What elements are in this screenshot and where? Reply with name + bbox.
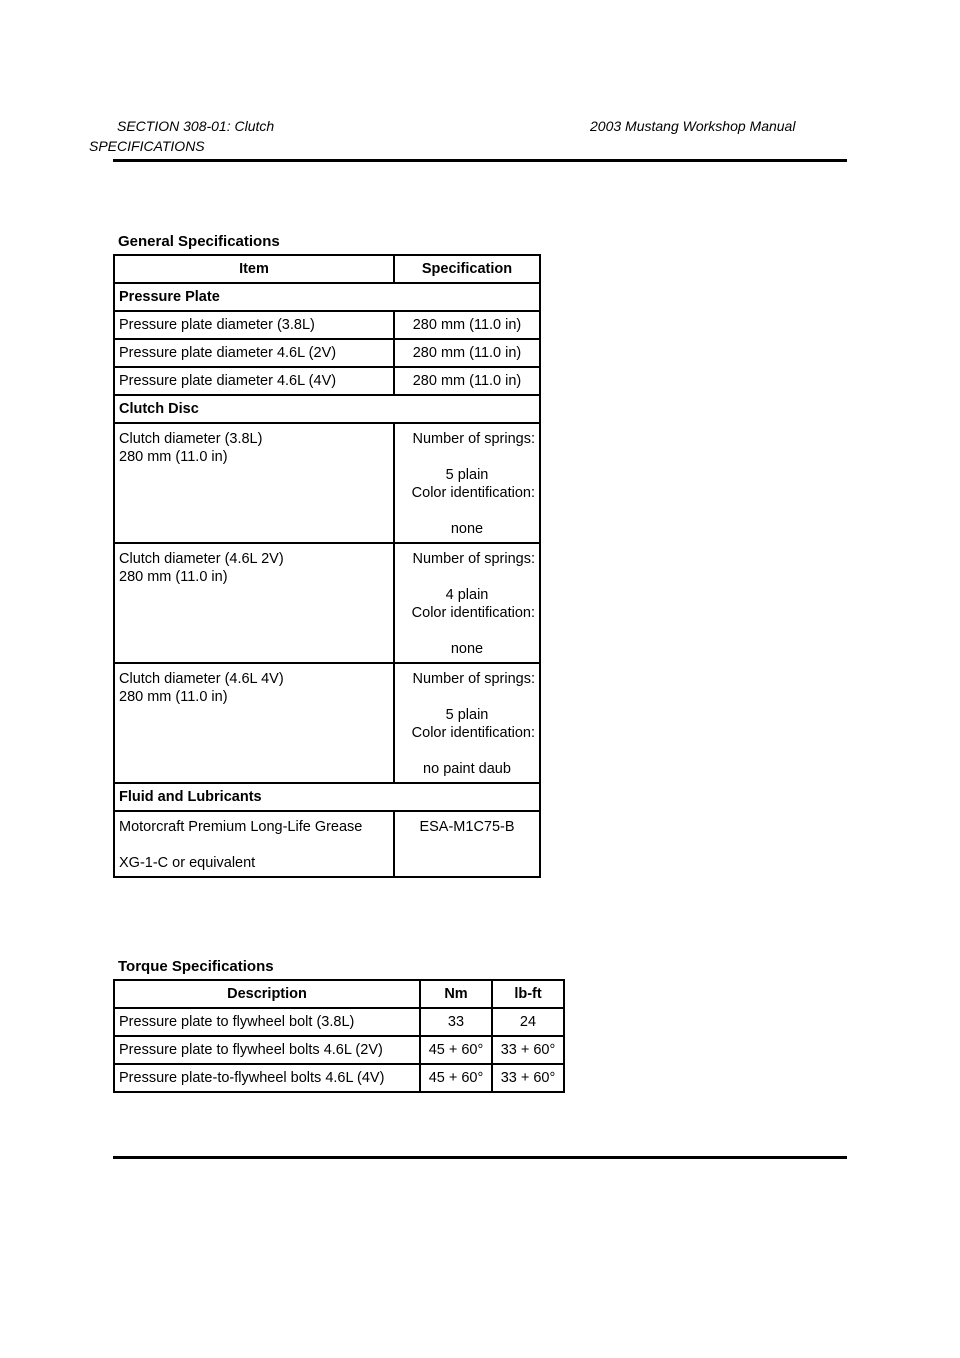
item-cell [114, 663, 394, 783]
general-specs-table [113, 254, 541, 878]
description-cell: Pressure plate-to-flywheel bolts 4.6L (4V) [114, 1064, 420, 1092]
clutch-diameter-value: 280 mm (11.0 in) [119, 449, 228, 465]
spec-cell: 280 mm (11.0 in) [394, 367, 540, 395]
table-row [114, 311, 540, 339]
torque-specs-table [113, 979, 565, 1093]
table-row [114, 811, 540, 877]
nm-cell: 45 + 60° [420, 1064, 492, 1092]
spec-cell [394, 423, 540, 543]
grease-name: Motorcraft Premium Long-Life Grease [119, 819, 363, 835]
table-row [114, 543, 540, 663]
clutch-diameter-label: Clutch diameter (3.8L) [119, 431, 263, 447]
description-cell: Pressure plate to flywheel bolt (3.8L) [114, 1008, 420, 1036]
springs-value: 5 plain [445, 467, 489, 483]
section-title: SECTION 308-01: Clutch [117, 118, 275, 134]
lbft-cell: 24 [492, 1008, 564, 1036]
table-header-row [114, 255, 540, 283]
spec-cell [394, 663, 540, 783]
lbft-cell: 33 + 60° [492, 1036, 564, 1064]
grease-equivalent: XG-1-C or equivalent [119, 855, 256, 871]
col-spec-header: Specification [394, 255, 540, 283]
springs-value: 4 plain [445, 587, 489, 603]
clutch-diameter-label: Clutch diameter (4.6L 2V) [119, 551, 284, 567]
spec-cell: 280 mm (11.0 in) [394, 339, 540, 367]
spec-cell: ESA-M1C75-B [394, 811, 540, 877]
item-cell [114, 543, 394, 663]
nm-cell: 33 [420, 1008, 492, 1036]
table-row [114, 423, 540, 543]
pressure-plate-heading: Pressure Plate [114, 283, 540, 311]
item-cell: Pressure plate diameter 4.6L (4V) [114, 367, 394, 395]
page-subtitle: SPECIFICATIONS [89, 138, 205, 154]
spec-cell: 280 mm (11.0 in) [394, 311, 540, 339]
color-label: Color identification: [411, 725, 535, 741]
table-row [114, 1064, 564, 1092]
color-value: none [450, 521, 484, 537]
table-row [114, 339, 540, 367]
springs-label: Number of springs: [412, 551, 535, 567]
table-header-row [114, 980, 564, 1008]
header-rule [113, 159, 847, 162]
col-description-header: Description [114, 980, 420, 1008]
item-cell [114, 811, 394, 877]
springs-label: Number of springs: [412, 431, 535, 447]
table-row [114, 1036, 564, 1064]
description-cell: Pressure plate to flywheel bolts 4.6L (2V) [114, 1036, 420, 1064]
clutch-disc-heading: Clutch Disc [114, 395, 540, 423]
springs-label: Number of springs: [412, 671, 535, 687]
clutch-diameter-label: Clutch diameter (4.6L 4V) [119, 671, 284, 687]
item-cell [114, 423, 394, 543]
col-lbft-header: lb-ft [492, 980, 564, 1008]
general-specs-title: General Specifications [118, 233, 280, 250]
footer-rule [113, 1156, 847, 1159]
clutch-diameter-value: 280 mm (11.0 in) [119, 689, 228, 705]
fluids-heading: Fluid and Lubricants [114, 783, 540, 811]
color-label: Color identification: [411, 605, 535, 621]
manual-title: 2003 Mustang Workshop Manual [590, 118, 796, 134]
clutch-diameter-value: 280 mm (11.0 in) [119, 569, 228, 585]
spec-cell [394, 543, 540, 663]
header-left [89, 116, 389, 156]
color-label: Color identification: [411, 485, 535, 501]
nm-cell: 45 + 60° [420, 1036, 492, 1064]
lbft-cell: 33 + 60° [492, 1064, 564, 1092]
torque-specs-title: Torque Specifications [118, 958, 274, 975]
color-value: none [450, 641, 484, 657]
color-value: no paint daub [423, 761, 511, 777]
item-cell: Pressure plate diameter 4.6L (2V) [114, 339, 394, 367]
col-nm-header: Nm [420, 980, 492, 1008]
table-row [114, 1008, 564, 1036]
table-row [114, 663, 540, 783]
springs-value: 5 plain [445, 707, 489, 723]
table-row [114, 367, 540, 395]
item-cell: Pressure plate diameter (3.8L) [114, 311, 394, 339]
col-item-header: Item [114, 255, 394, 283]
